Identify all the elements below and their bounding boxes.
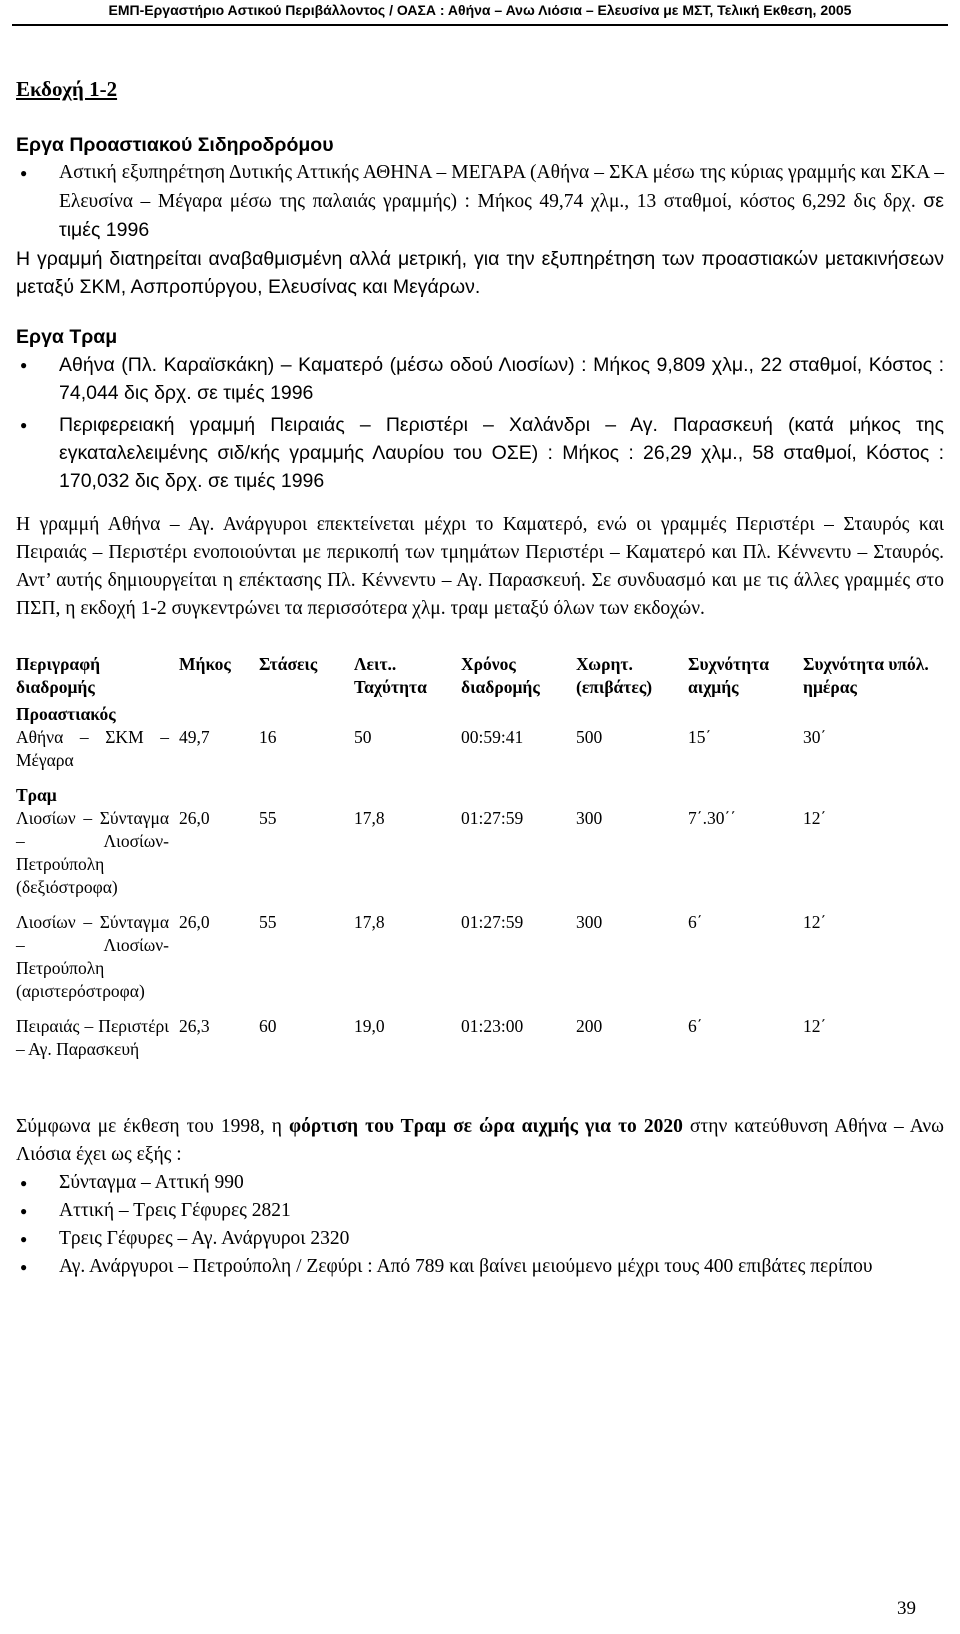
col-header-offpeak-frequency: Συχνότητα υπόλ. ημέρας bbox=[803, 654, 929, 697]
list-item: ● Αγ. Ανάργυροι – Πετρούπολη / Ζεφύρι : Από 789 και βαίνει μειούμενο μέχρι τους 400 επιβάτες περίπου bbox=[16, 1253, 944, 1281]
suburban-bullet bbox=[16, 159, 944, 245]
cell-length: 49,7 bbox=[179, 727, 210, 747]
list-item: ● Τρεις Γέφυρες – Αγ. Ανάργυροι 2320 bbox=[16, 1225, 944, 1253]
cell-peak-frequency: 6΄ bbox=[688, 912, 703, 932]
list-item: ● Αττική – Τρεις Γέφυρες 2821 bbox=[16, 1197, 944, 1225]
cell-offpeak-frequency: 12΄ bbox=[803, 808, 827, 828]
section-row bbox=[16, 784, 936, 807]
col-header-time: Χρόνος διαδρομής bbox=[461, 654, 540, 697]
col-header-length: Μήκος bbox=[179, 654, 231, 674]
routes-table bbox=[16, 653, 936, 1073]
col-header-description: Περιγραφή διαδρομής bbox=[16, 654, 101, 697]
tram-bullet-1-tail: σε τιμές 1996 bbox=[197, 382, 314, 404]
tram-bullet-2-tail: σε τιμές 1996 bbox=[207, 470, 325, 492]
cell-length: 26,3 bbox=[179, 1016, 210, 1036]
list-item: ● Σύνταγμα – Αττική 990 bbox=[16, 1169, 944, 1197]
cell-capacity: 200 bbox=[576, 1016, 603, 1036]
cell-stops: 16 bbox=[259, 727, 277, 747]
document-body bbox=[16, 60, 944, 1281]
col-header-stops: Στάσεις bbox=[259, 654, 318, 674]
cell-peak-frequency: 15΄ bbox=[688, 727, 712, 747]
col-header-speed: Λειτ.. Ταχύτητα bbox=[354, 654, 427, 697]
table-row bbox=[16, 726, 936, 784]
cell-time: 01:27:59 bbox=[461, 808, 524, 828]
section-row bbox=[16, 703, 936, 726]
cell-peak-frequency: 7΄.30΄΄ bbox=[688, 808, 737, 828]
tram-paragraph: Η γραμμή Αθήνα – Αγ. Ανάργυροι επεκτείνεται μέχρι το Καματερό, ενώ οι γραμμές Περιστέρι – Σταυρός και Πειραιάς – Περιστέρι ενοποιούνται με περικοπή των τμημάτων Περιστέρι – Καματερό και Πλ. Κέννεντυ – Σταυρός. Αντ’ αυτής δημιουργείται η επέκτασης Πλ. Κέννεντυ – Αγ. Παρασκευή. Σε συνδυασμό και με τις άλλες γραμμές στο ΠΣΠ, η εκδοχή 1-2 συγκεντρώνει τα περισσότερα χλμ. τραμ μεταξύ όλων των εκδοχών. bbox=[16, 514, 944, 619]
cell-description: Αθήνα – ΣΚΜ – Μέγαρα bbox=[16, 727, 169, 770]
cell-description: Πειραιάς – Περιστέρι – Αγ. Παρασκευή bbox=[16, 1016, 169, 1059]
table-row bbox=[16, 911, 936, 1015]
table-row bbox=[16, 807, 936, 911]
tram-bullet-2-text: Περιφερειακή γραμμή Πειραιάς – Περιστέρι – Χαλάνδρι – Αγ. Παρασκευή (κατά μήκος της εγκαταλελειμένης σιδ/κής γραμμής Λαυρίου του ΟΣΕ) : Μήκος : 26,29 χλμ., 58 σταθμοί, Κόστος : 170,032 δις δρχ. bbox=[59, 414, 944, 492]
cell-speed: 50 bbox=[354, 727, 372, 747]
cell-speed: 19,0 bbox=[354, 1016, 385, 1036]
tram-bullet-2 bbox=[16, 411, 944, 495]
cell-length: 26,0 bbox=[179, 912, 210, 932]
cell-stops: 60 bbox=[259, 1016, 277, 1036]
cell-offpeak-frequency: 12΄ bbox=[803, 912, 827, 932]
suburban-title: Εργα Προαστιακού Σιδηροδρόμου bbox=[16, 134, 334, 156]
tram-list bbox=[16, 351, 944, 495]
suburban-paragraph: Η γραμμή διατηρείται αναβαθμισμένη αλλά μετρική, για την εξυπηρέτηση των προαστιακών μετακινήσεων μεταξύ ΣΚΜ, Ασπροπύργου, Ελευσίνας και Μεγάρων. bbox=[16, 248, 944, 298]
load-intro-bold: φόρτιση του Τραμ σε ώρα αιχμής για το 2020 bbox=[289, 1116, 683, 1137]
cell-capacity: 300 bbox=[576, 912, 603, 932]
load-intro bbox=[16, 1113, 944, 1169]
tram-title: Εργα Τραμ bbox=[16, 326, 118, 348]
tram-bullet-1-text: Αθήνα (Πλ. Καραϊσκάκη) – Καματερό (μέσω οδού Λιοσίων) : Μήκος 9,809 χλμ., 22 σταθμοί, Κόστος : 74,044 δις δρχ. bbox=[59, 354, 944, 404]
cell-time: 01:23:00 bbox=[461, 1016, 524, 1036]
table-header-row bbox=[16, 653, 936, 703]
cell-stops: 55 bbox=[259, 808, 277, 828]
col-header-capacity: Χωρητ. (επιβάτες) bbox=[576, 654, 653, 697]
tram-bullet-1 bbox=[16, 351, 944, 407]
cell-time: 01:27:59 bbox=[461, 912, 524, 932]
suburban-bullet-tail: σε τιμές 1996 bbox=[59, 190, 944, 241]
version-title: Εκδοχή 1-2 bbox=[16, 77, 118, 101]
cell-description: Λιοσίων – Σύνταγμα – Λιοσίων-Πετρούπολη (αριστερόστροφα) bbox=[16, 912, 169, 1001]
cell-peak-frequency: 6΄ bbox=[688, 1016, 703, 1036]
cell-description: Λιοσίων – Σύνταγμα – Λιοσίων-Πετρούπολη (δεξιόστροφα) bbox=[16, 808, 169, 897]
suburban-list bbox=[16, 159, 944, 245]
cell-time: 00:59:41 bbox=[461, 727, 524, 747]
cell-speed: 17,8 bbox=[354, 912, 385, 932]
cell-length: 26,0 bbox=[179, 808, 210, 828]
header-rule bbox=[12, 24, 948, 26]
section-suburban: Προαστιακός bbox=[16, 704, 116, 724]
table-row bbox=[16, 1015, 936, 1073]
cell-offpeak-frequency: 30΄ bbox=[803, 727, 827, 747]
section-tram: Τραμ bbox=[16, 785, 57, 805]
load-list bbox=[16, 1169, 944, 1281]
cell-capacity: 300 bbox=[576, 808, 603, 828]
page-number: 39 bbox=[897, 1598, 916, 1619]
running-header: ΕΜΠ-Εργαστήριο Αστικού Περιβάλλοντος / ΟΑΣΑ : Αθήνα – Ανω Λιόσια – Ελευσίνα με ΜΣΤ, Τελική Εκθεση, 2005 bbox=[108, 2, 852, 18]
suburban-bullet-text: Αστική εξυπηρέτηση Δυτικής Αττικής ΑΘΗΝΑ – ΜΕΓΑΡΑ (Αθήνα – ΣΚΑ μέσω της κύριας γραμμής και ΣΚΑ – Ελευσίνα – Μέγαρα μέσω της παλαιάς γραμμής) : Μήκος 49,74 χλμ., 13 σταθμοί, κόστος 6,292 δις δρχ. bbox=[59, 162, 944, 212]
col-header-peak-frequency: Συχνότητα αιχμής bbox=[688, 654, 770, 697]
cell-stops: 55 bbox=[259, 912, 277, 932]
cell-offpeak-frequency: 12΄ bbox=[803, 1016, 827, 1036]
load-intro-a: Σύμφωνα με έκθεση του 1998, η bbox=[16, 1116, 282, 1137]
cell-speed: 17,8 bbox=[354, 808, 385, 828]
load-section bbox=[16, 1113, 944, 1281]
load-intro-b: στην κατεύθυνση Αθήνα – Ανω Λιόσια έχει ως εξής : bbox=[16, 1116, 945, 1165]
cell-capacity: 500 bbox=[576, 727, 603, 747]
